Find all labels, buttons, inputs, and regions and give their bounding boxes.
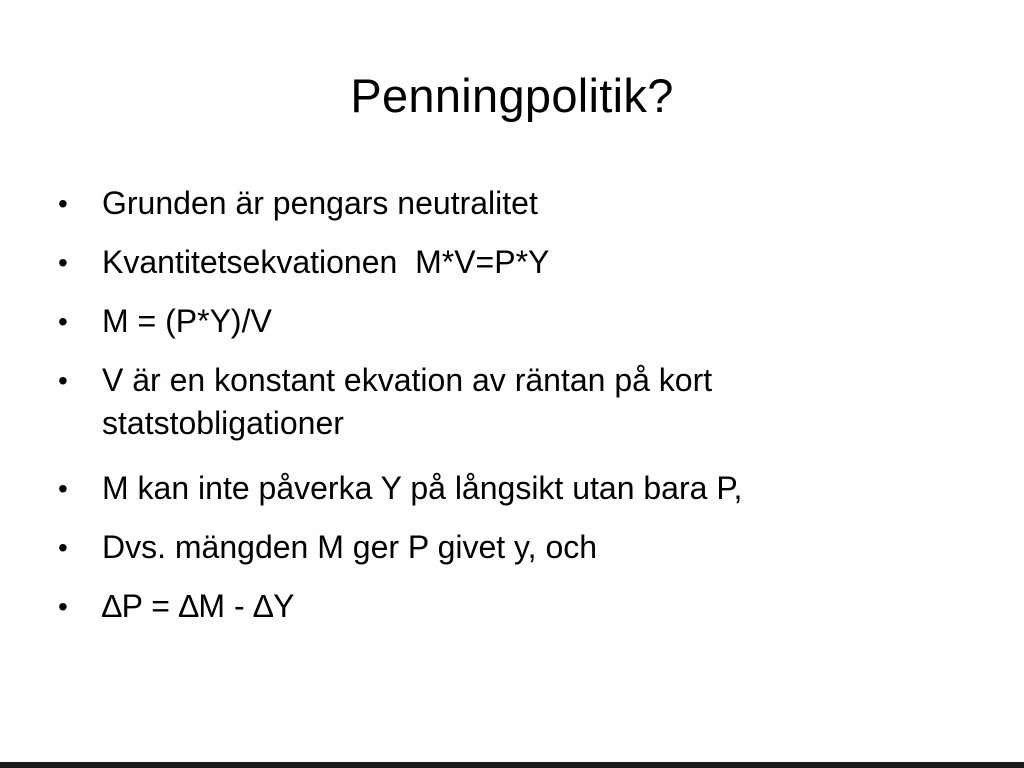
bullet-item [58, 182, 958, 225]
bullet-text: V är en konstant ekvation av räntan på kort statstobligationer [102, 362, 713, 441]
bullet-marker: • [58, 532, 68, 563]
bullet-marker: • [58, 365, 68, 396]
bullet-marker: • [58, 247, 68, 278]
slide-title: Penningpolitik? [350, 69, 674, 122]
bullet-item [58, 300, 958, 343]
bullet-marker: • [58, 188, 68, 219]
bullet-text: Dvs. mängden M ger P givet y, och [102, 529, 598, 565]
bullet-text: Grunden är pengars neutralitet [102, 185, 538, 221]
bullet-marker: • [58, 306, 68, 337]
bullet-text: M kan inte påverka Y på långsikt utan bara P, [102, 470, 743, 506]
bullet-item [58, 526, 958, 569]
bullet-marker: • [58, 591, 68, 622]
bullet-item [58, 359, 958, 445]
bullet-item [58, 585, 958, 628]
bullet-text: M = (P*Y)/V [102, 303, 272, 339]
bullet-marker: • [58, 473, 68, 504]
bullet-text: Kvantitetsekvationen M*V=P*Y [102, 244, 550, 280]
bullet-list [58, 182, 958, 644]
bottom-bar [0, 762, 1024, 768]
bullet-item [58, 467, 958, 510]
bullet-text: ∆P = ∆M - ∆Y [102, 588, 295, 624]
bullet-item [58, 241, 958, 284]
